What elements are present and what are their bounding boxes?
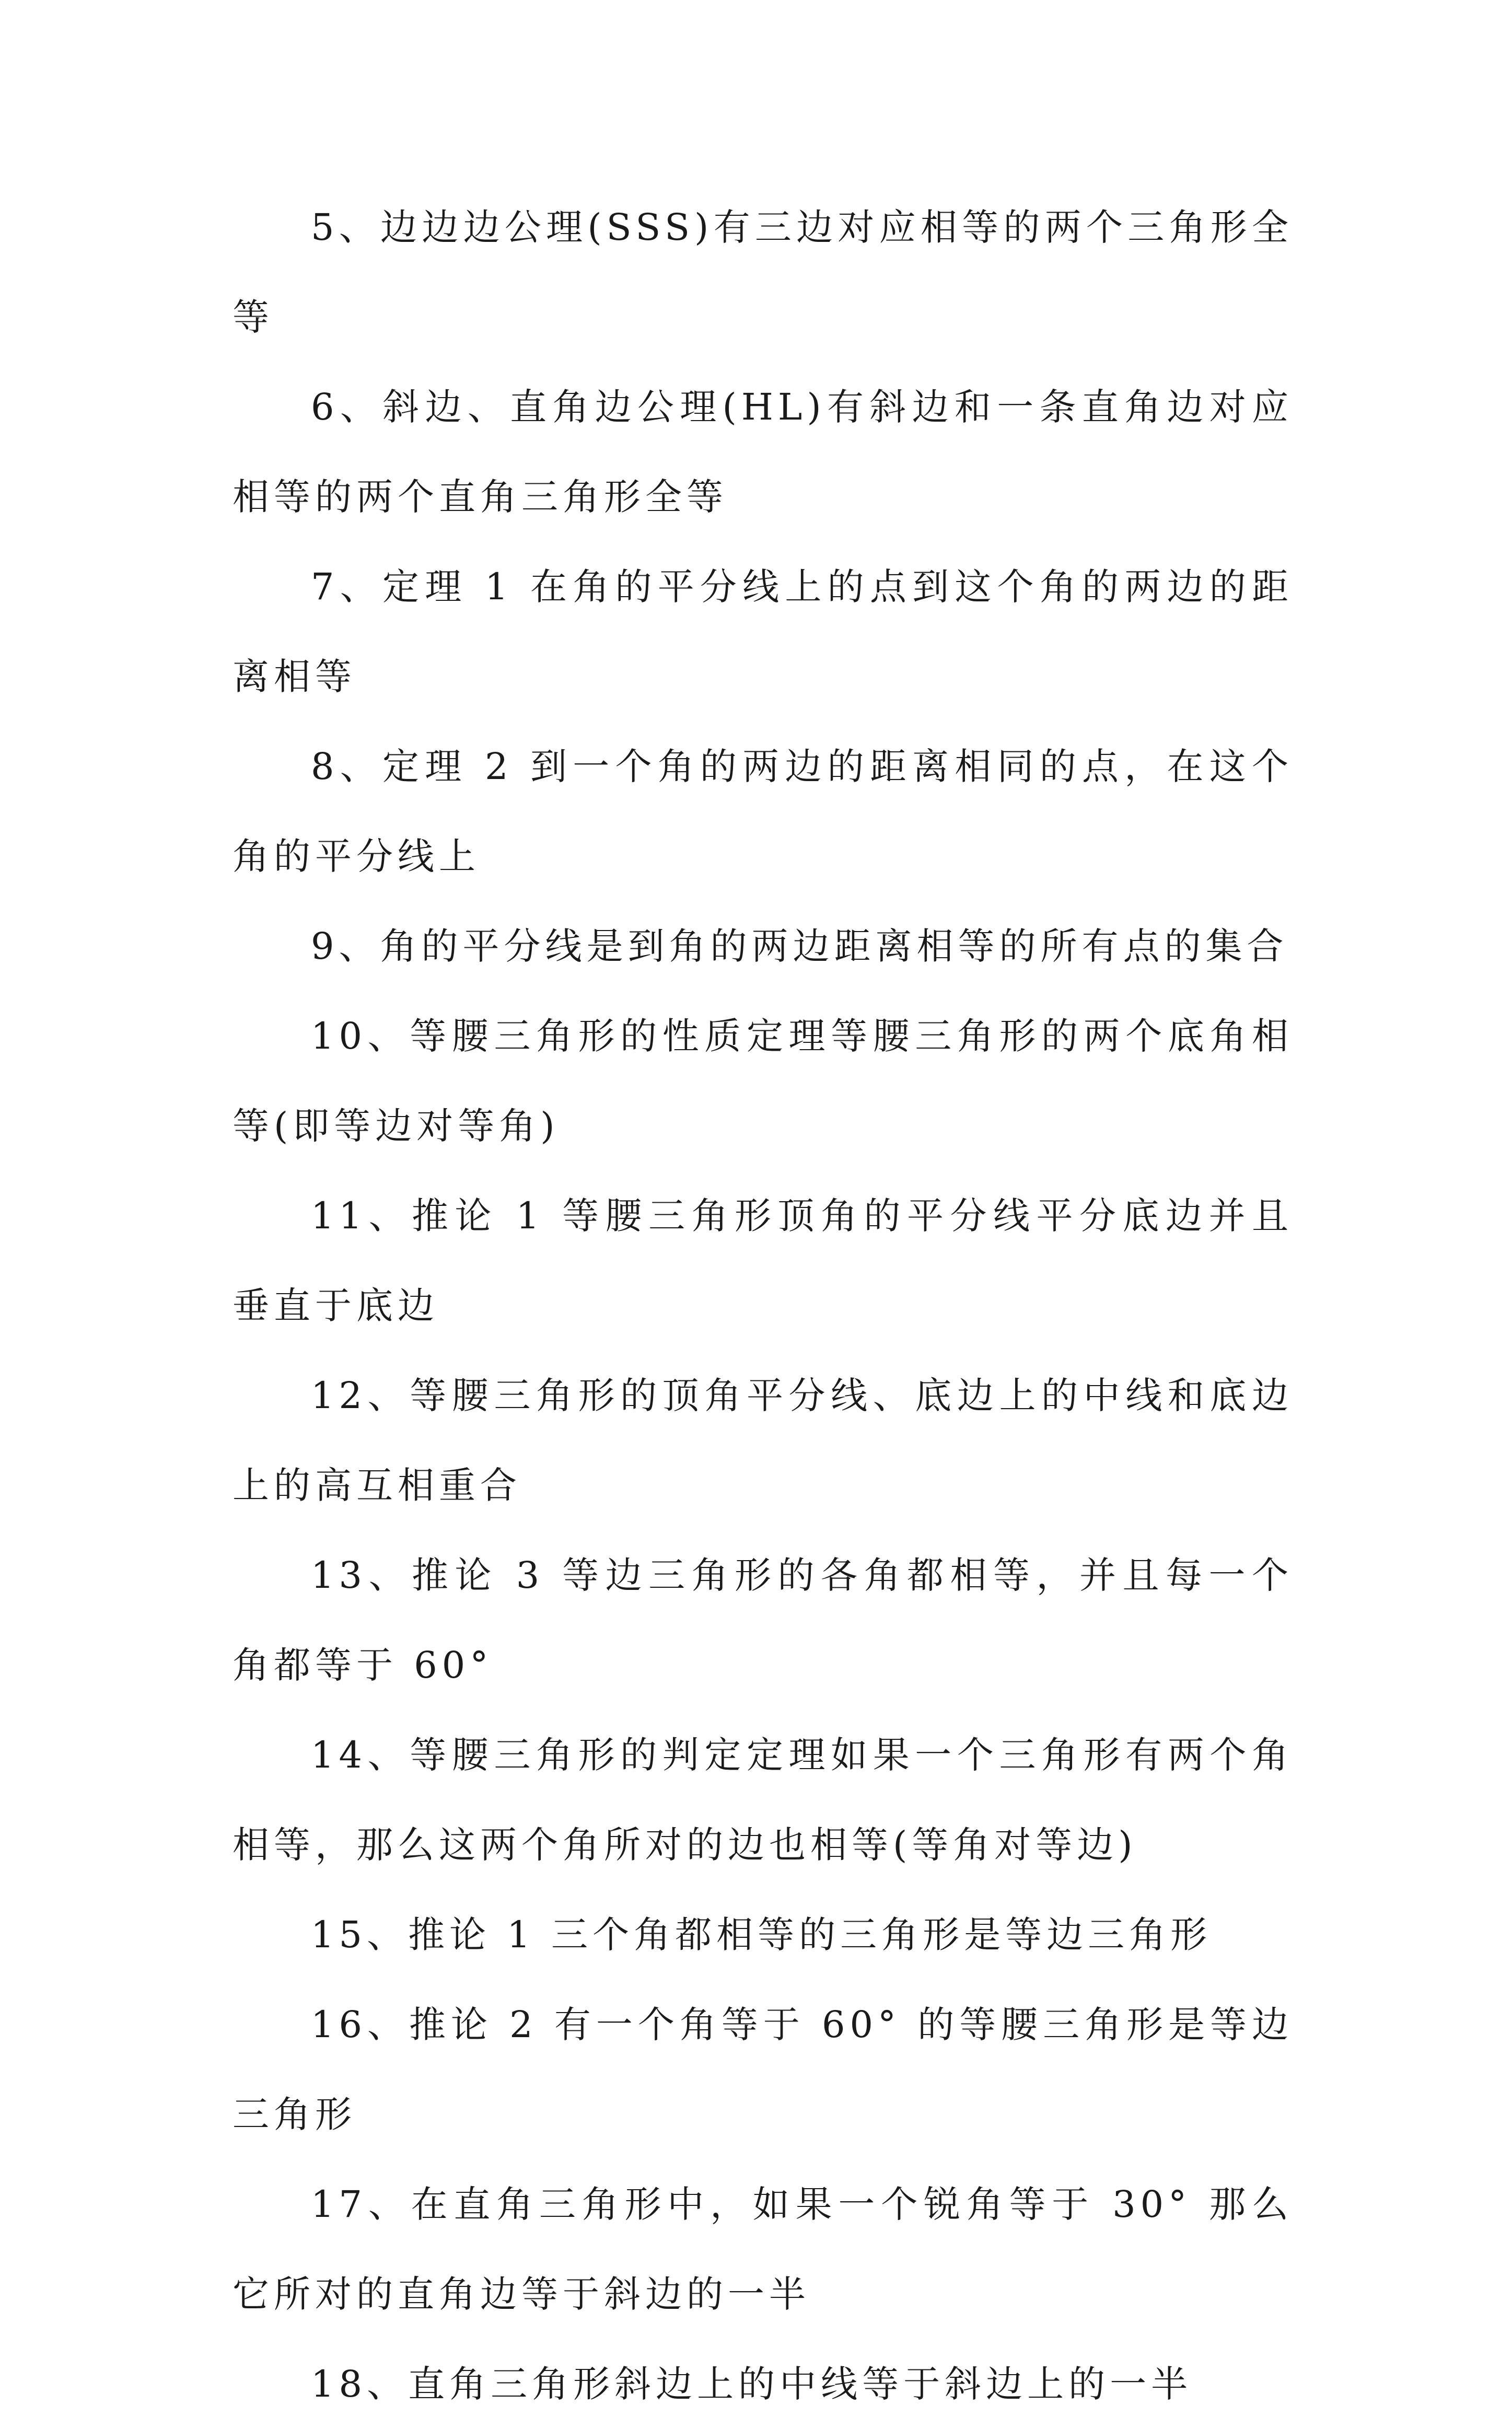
theorem-paragraph-11: 11、推论 1 等腰三角形顶角的平分线平分底边并且垂直于底边 bbox=[232, 1194, 1293, 1327]
theorem-paragraph-8: 8、定理 2 到一个角的两边的距离相同的点，在这个角的平分线上 bbox=[232, 745, 1293, 878]
theorem-paragraph-17: 17、在直角三角形中，如果一个锐角等于 30° 那么它所对的直角边等于斜边的一半 bbox=[232, 2183, 1293, 2316]
theorem-paragraph-13: 13、推论 3 等边三角形的各角都相等，并且每一个角都等于 60° bbox=[232, 1554, 1293, 1687]
theorem-paragraph-9: 9、角的平分线是到角的两边距离相等的所有点的集合 bbox=[311, 925, 1288, 968]
theorem-paragraph-6: 6、斜边、直角边公理(HL)有斜边和一条直角边对应相等的两个直角三角形全等 bbox=[232, 386, 1293, 518]
theorem-paragraph-15: 15、推论 1 三个角都相等的三角形是等边三角形 bbox=[311, 1913, 1212, 1956]
document-body bbox=[232, 0, 1293, 2429]
theorem-paragraph-10: 10、等腰三角形的性质定理等腰三角形的两个底角相等(即等边对等角) bbox=[232, 1015, 1293, 1147]
theorem-paragraph-7: 7、定理 1 在角的平分线上的点到这个角的两边的距离相等 bbox=[232, 565, 1293, 698]
theorem-paragraph-5: 5、边边边公理(SSS)有三边对应相等的两个三角形全等 bbox=[232, 206, 1293, 339]
theorem-paragraph-18: 18、直角三角形斜边上的中线等于斜边上的一半 bbox=[311, 2363, 1193, 2405]
theorem-paragraph-14: 14、等腰三角形的判定定理如果一个三角形有两个角相等，那么这两个角所对的边也相等(等角对等边) bbox=[232, 1734, 1293, 1866]
theorem-paragraph-16: 16、推论 2 有一个角等于 60° 的等腰三角形是等边三角形 bbox=[232, 2003, 1293, 2136]
theorem-paragraph-12: 12、等腰三角形的顶角平分线、底边上的中线和底边上的高互相重合 bbox=[232, 1374, 1293, 1507]
